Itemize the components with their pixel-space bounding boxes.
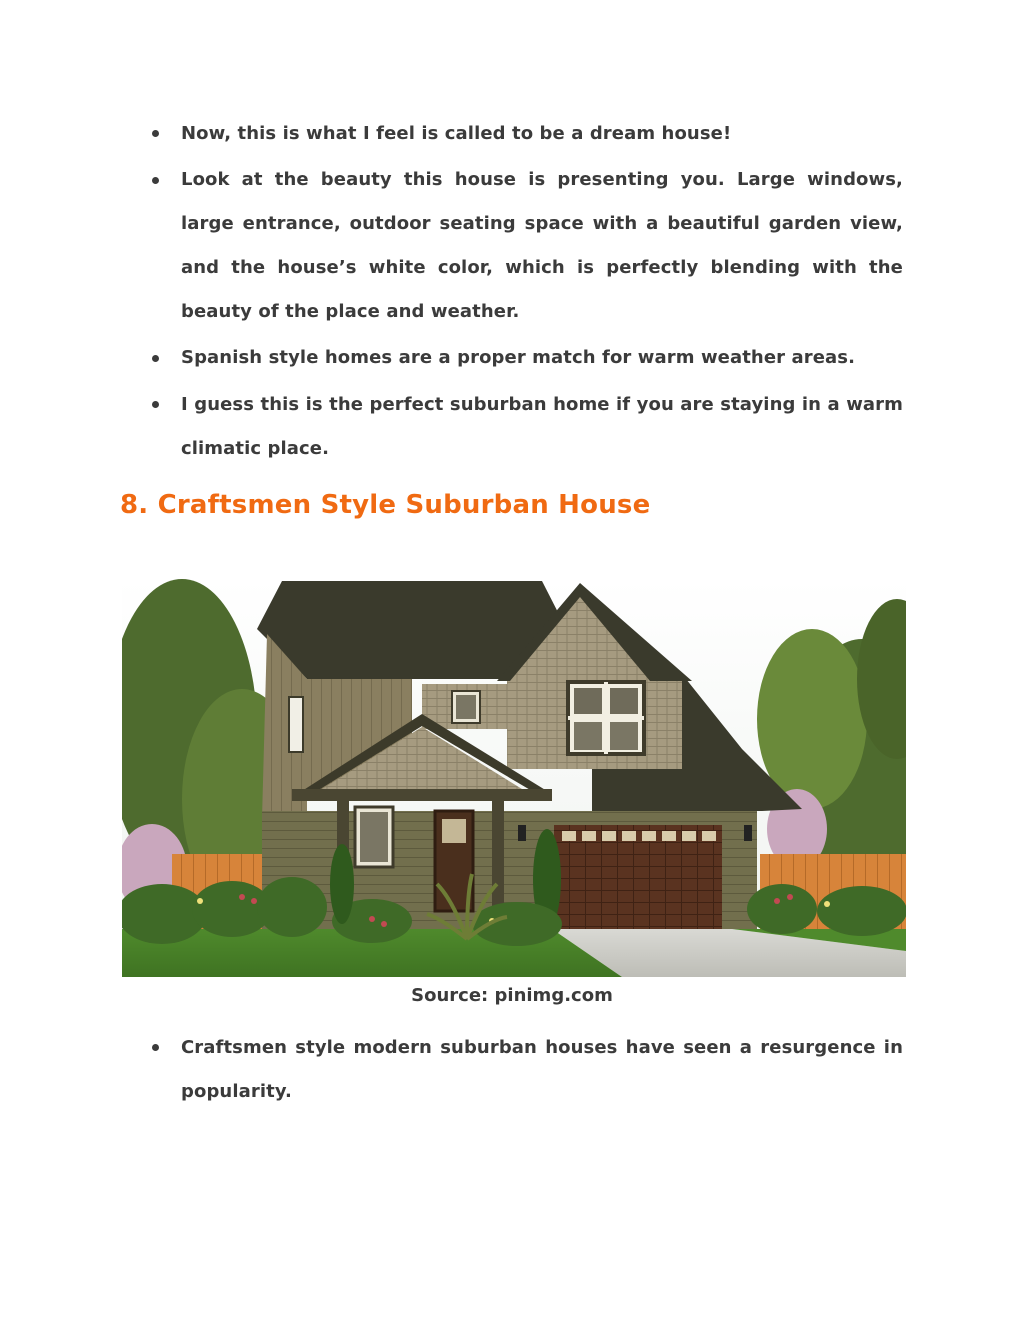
section-heading: 8. Craftsmen Style Suburban House	[120, 490, 651, 520]
bullet-dot-icon	[152, 401, 159, 408]
figure-caption: Source: pinimg.com	[411, 985, 613, 1006]
house-photo	[122, 579, 906, 977]
bullet-dot-icon	[152, 130, 159, 137]
bullet-text: Now, this is what I feel is called to be a dream house!	[181, 123, 732, 144]
bullet-text: Craftsmen style modern suburban houses have seen a resurgence in popularity.	[181, 1037, 903, 1102]
bullet-dot-icon	[152, 177, 159, 184]
bullet-text: I guess this is the perfect suburban home if you are staying in a warm climatic place.	[181, 394, 903, 459]
bullet-dot-icon	[152, 355, 159, 362]
bullet-text: Look at the beauty this house is presenting you. Large windows, large entrance, outdoor seating space with a beautiful garden view, and the house’s white color, which is perfectly blending with the beauty of the place and weather.	[181, 169, 903, 322]
bullet-dot-icon	[152, 1044, 159, 1051]
bullet-text: Spanish style homes are a proper match for warm weather areas.	[181, 347, 856, 368]
